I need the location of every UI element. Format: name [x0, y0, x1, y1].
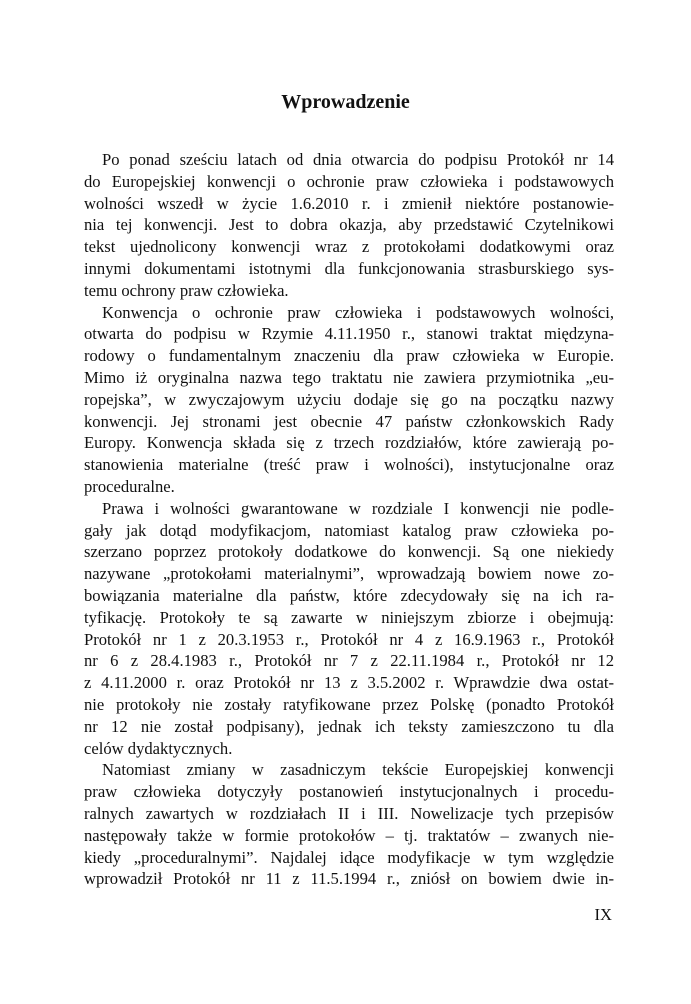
text-line: nie protokoły nie zostały ratyfikowane przez Polskę (ponadto Protokół — [84, 694, 614, 714]
text-line: proceduralne. — [84, 476, 175, 496]
text-line: Prawa i wolności gwarantowane w rozdziale I konwencji nie podle- — [102, 498, 614, 518]
text-line: Europy. Konwencja składa się z trzech rozdziałów, które zawierają po- — [84, 433, 614, 453]
text-line: ralnych zawartych w rozdziałach II i III. Nowelizacje tych przepisów — [84, 803, 614, 823]
text-line: otwarta do podpisu w Rzymie 4.11.1950 r., stanowi traktat międzyna- — [84, 324, 614, 344]
text-line: praw człowieka dotyczyły postanowień instytucjonalnych i procedu- — [84, 782, 614, 802]
text-line: stanowienia materialne (treść praw i wolności), instytucjonalne oraz — [84, 455, 614, 475]
text-line: Konwencja o ochronie praw człowieka i podstawowych wolności, — [102, 302, 614, 322]
text-line: nr 6 z 28.4.1983 r., Protokół nr 7 z 22.11.1984 r., Protokół nr 12 — [84, 651, 614, 671]
text-line: wolności wszedł w życie 1.6.2010 r. i zmienił niektóre postanowie- — [84, 193, 614, 213]
text-line: szerzano poprzez protokoły dodatkowe do konwencji. Są one niekiedy — [84, 542, 614, 562]
text-line: Natomiast zmiany w zasadniczym tekście Europejskiej konwencji — [102, 760, 614, 780]
text-line: temu ochrony praw człowieka. — [84, 280, 289, 300]
text-line: nr 12 nie został podpisany), jednak ich teksty zamieszczono tu dla — [84, 716, 614, 736]
body-text — [84, 149, 614, 890]
text-line: Po ponad sześciu latach od dnia otwarcia do podpisu Protokół nr 14 — [102, 150, 614, 169]
text-line: kiedy „proceduralnymi”. Najdalej idące modyfikacje w tym względzie — [84, 847, 614, 867]
page-number: IX — [594, 905, 612, 924]
text-line: do Europejskiej konwencji o ochronie praw człowieka i podstawowych — [84, 171, 614, 191]
text-line: Mimo iż oryginalna nazwa tego traktatu nie zawiera przymiotnika „eu- — [84, 367, 614, 387]
text-line: Protokół nr 1 z 20.3.1953 r., Protokół nr 4 z 16.9.1963 r., Protokół — [84, 629, 614, 649]
page-title: Wprowadzenie — [281, 91, 410, 113]
text-line: celów dydaktycznych. — [84, 738, 233, 758]
text-line: konwencji. Jej stronami jest obecnie 47 państw członkowskich Rady — [84, 411, 614, 431]
text-line: następowały także w formie protokołów – tj. traktatów – zwanych nie- — [84, 825, 614, 845]
text-line: tyfikację. Protokoły te są zawarte w niniejszym zbiorze i obejmują: — [84, 607, 614, 627]
text-line: tekst ujednolicony konwencji wraz z protokołami dodatkowymi oraz — [84, 237, 614, 257]
text-line: rodowy o fundamentalnym znaczeniu dla praw człowieka w Europie. — [84, 346, 614, 366]
text-line: gały jak dotąd modyfikacjom, natomiast katalog praw człowieka po- — [84, 520, 614, 540]
text-line: ropejska”, w zwyczajowym użyciu dodaje się go na początku nazwy — [84, 389, 614, 409]
text-line: z 4.11.2000 r. oraz Protokół nr 13 z 3.5.2002 r. Wprawdzie dwa ostat- — [84, 673, 614, 693]
text-line: wprowadził Protokół nr 11 z 11.5.1994 r., zniósł on bowiem dwie in- — [84, 869, 614, 889]
text-line: nazywane „protokołami materialnymi”, wprowadzają bowiem nowe zo- — [84, 564, 614, 584]
text-line: innymi dokumentami istotnymi dla funkcjonowania strasburskiego sys- — [84, 258, 614, 278]
text-line: bowiązania materialne dla państw, które zdecydowały się na ich ra- — [84, 585, 614, 605]
text-line: nia tej konwencji. Jest to dobra okazja, aby przedstawić Czytelnikowi — [84, 215, 614, 235]
